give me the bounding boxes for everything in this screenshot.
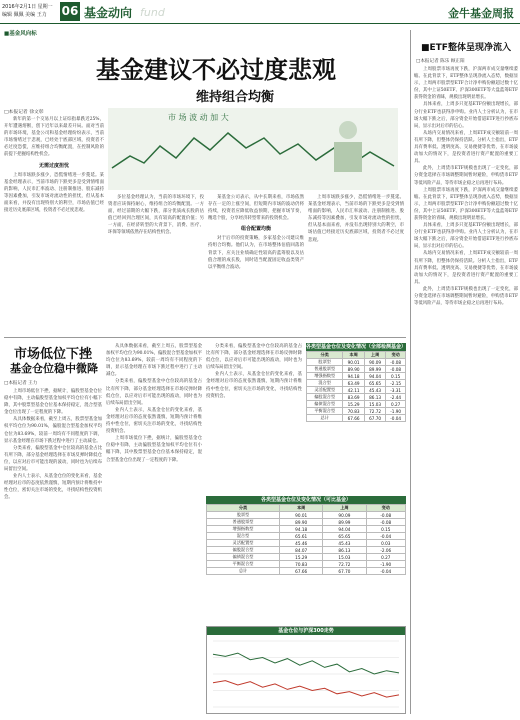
series-line-2 [213, 681, 399, 698]
main-paragraph-1: 上周市场跌多涨少，恐慌情绪进一步蔓延。某基金经理表示，当前市场的下跌更多是受到情绪面的影响，人民币汇率波动、注册制推进、股东减持等因素叠加，引发市场对流动性的担忧，但从基本面来看，并没有出现特别大的利空，市场估值已经接近历史底部区域，投资者不必过度悲观。 [4, 172, 104, 214]
second-paragraph-3-col2: 分类来看，偏股型基金中仓位较高的基金占比有所下降，部分基金经理选择在市场反弹时降低仓位，以应对后市可能出现的波动，同时也为后续布局留出空间。 [106, 379, 202, 406]
cell: 72.72 [323, 561, 366, 568]
main-title: 基金建议不必过度悲观 [96, 56, 336, 84]
cell: 94.04 [323, 526, 366, 533]
cell: 灵活配置型 [207, 540, 280, 547]
header-bar [0, 0, 520, 24]
side-paragraph-4-rep: 此外，上周货币ETF规模也出现了一定变化，部分资金选择在市场调整期间暂时避险，申购货币ETF等低风险产品，等待市场企稳之后再进行布局。 [414, 286, 518, 307]
cell: 90.09 [323, 512, 366, 519]
cell: -0.08 [386, 366, 406, 373]
main-subtitle: 维持组合均衡 [196, 90, 275, 105]
cell: 65.65 [323, 533, 366, 540]
col-header: 变动 [366, 505, 405, 512]
cell: -1.90 [386, 408, 406, 415]
second-paragraph-1: 上周市场低位下挫，据统计，偏股型基金仓位稳中有降，主动偏股型基金加权平均仓位有小幅下降，其中股票型基金仓位基本保持稳定，混合型基金仓位出现了一定程度的下降。 [4, 389, 102, 416]
col-header: 上周 [323, 505, 366, 512]
table-row [207, 554, 406, 561]
cell: -0.04 [366, 533, 405, 540]
cell: 89.99 [323, 519, 366, 526]
table-row [307, 366, 406, 373]
col-header: 分类 [207, 505, 280, 512]
side-paragraph-2: 具体来看，上周多只宽基ETF份额出现增长，部分行业ETF也获得净申购。业内人士分析认为，在市场大幅下跌之后，部分资金开始借道ETF进行抄底布局，显示出对后市的信心。 [414, 102, 518, 129]
cell: 45.46 [280, 540, 323, 547]
cell: 86.13 [364, 394, 386, 401]
cell: -0.08 [386, 359, 406, 366]
second-title-2: 基金仓位稳中微降 [10, 362, 98, 375]
table-row [307, 394, 406, 401]
table-row [307, 401, 406, 408]
wave-line-icon [108, 108, 398, 190]
position-chart [206, 626, 406, 714]
side-title: ■ETF整体呈现净流入 [421, 43, 511, 53]
cell: 67.66 [343, 415, 365, 422]
side-paragraph-1: 上周股票市场再度下跌，沪深两市成交量继续萎缩。在此背景下，ETF整体呈现净流入态势，数据显示，上周两市股票型ETF合计净申购份额超过数十亿份，其中上证50ETF、沪深300ETF等大盘蓝筹ETF获得资金的青睐，规模出现明显增长。 [414, 67, 518, 101]
cell: 67.66 [280, 568, 323, 575]
chart-title: 基金仓位与沪深300走势 [207, 627, 405, 635]
cell: 70.83 [280, 561, 323, 568]
section-en: fund [140, 6, 165, 19]
masthead: 金牛基金周报 [448, 7, 514, 20]
table-row [307, 373, 406, 380]
table-row [207, 512, 406, 519]
table-row [207, 540, 406, 547]
header-editor: 编辑 佩佩 美编 王力 [2, 12, 47, 18]
main-paragraph-2: 多位基金经理认为，当前的市场环境下，投资者应该保持耐心，维持组合的均衡配置。一方面，经过前期的大幅下跌，部分优质成长股的估值已经回到合理区间，具有较高的配置价值；另一方面，在经济转型的大背景下，消费、医疗、环保等领域依然存在结构性机会。 [108, 195, 204, 236]
second-article-col3 [206, 343, 302, 483]
table-row [307, 380, 406, 387]
cell: 0.15 [366, 526, 405, 533]
cell: 0.27 [386, 401, 406, 408]
second-article-col2 [106, 343, 202, 716]
col-header: 本周 [280, 505, 323, 512]
cell: 89.90 [280, 519, 323, 526]
cell: 86.13 [323, 547, 366, 554]
cell: 90.01 [280, 512, 323, 519]
cell: 股票型 [307, 359, 343, 366]
table-2-header [207, 505, 406, 512]
market-illustration [108, 108, 398, 190]
cell: -2.06 [366, 547, 405, 554]
cell: 70.83 [343, 408, 365, 415]
second-paragraph-4-col3: 业内人士表示，从基金仓位的变化来看，基金经理对后市的态度依然谨慎，短期内预计将维持中性仓位，密切关注市场的变化，寻找结构性投资机会。 [206, 372, 302, 399]
cell: 90.09 [364, 359, 386, 366]
side-paragraph-3-rep: 从场内交易情况来看，上周ETF成交额较前一周有所下降，但整体仍保持活跃。分析人士指出，ETF具有费率低、透明度高、交易便捷等优势，在市场波动加大的情况下，是投资者进行资产配置的重要工具。 [414, 251, 518, 285]
cell: -2.44 [386, 394, 406, 401]
cell: 67.70 [364, 415, 386, 422]
page-number: 06 [60, 2, 80, 21]
cell: 0.15 [386, 373, 406, 380]
col-header: 变动 [386, 352, 406, 359]
col-header: 本周 [343, 352, 365, 359]
cell: 65.61 [280, 533, 323, 540]
col-header: 分类 [307, 352, 343, 359]
cell: 普通股票型 [207, 519, 280, 526]
line-chart-svg [207, 635, 405, 713]
cell: -3.31 [386, 387, 406, 394]
main-article-col2 [4, 240, 104, 334]
table-row [307, 415, 406, 422]
side-paragraph-3: 从场内交易情况来看，上周ETF成交额较前一周有所下降，但整体仍保持活跃。分析人士指出，ETF具有费率低、透明度高、交易便捷等优势，在市场波动加大的情况下，是投资者进行资产配置的重要工具。 [414, 130, 518, 165]
table-1-title: 各类型基金仓位及变化情况（全部检测基金） [306, 344, 407, 350]
cell: 0.03 [366, 540, 405, 547]
cell: 63.49 [343, 380, 365, 387]
cell: 72.72 [364, 408, 386, 415]
cell: 45.43 [323, 540, 366, 547]
main-article-col3 [108, 194, 204, 332]
table-2 [206, 496, 406, 575]
column-divider [410, 30, 411, 714]
second-paragraph-1-col2: 上周市场低位下挫，据统计，偏股型基金仓位稳中有降，主动偏股型基金加权平均仓位有小幅下降，其中股票型基金仓位基本保持稳定，混合型基金仓位出现了一定程度的下降。 [106, 436, 202, 463]
cell: 偏股混合型 [307, 394, 343, 401]
cell: 15.03 [323, 554, 366, 561]
second-title-1: 市场低位下挫 [14, 347, 93, 362]
cell: 65.65 [364, 380, 386, 387]
main-paragraph-4: 对于后市的投资策略，多家基金公司建议维持组合均衡。他们认为，在市场整体估值回落的背景下，应关注业绩确定性较高的蓝筹股以及估值合理的成长股，同时适当配置固定收益类资产以平衡组合波动。 [208, 236, 304, 270]
cell: -0.08 [366, 519, 405, 526]
main-intro: 新年的第一个交易月以上证综指暴跌近25%，开年遭遇熔断，创下近年以来最差开局。面对当前的市场环境，基金公司和基金经理纷纷表示，当前市场情绪过于悲观，已经处于底部区域，投资者不必过度恐慌，应维持组合均衡配置，在控制风险的前提下把握结构性机会。 [4, 117, 104, 158]
cell: 普通股票型 [307, 366, 343, 373]
cell: 增强指数型 [207, 526, 280, 533]
cell: 42.11 [343, 387, 365, 394]
table-row [207, 519, 406, 526]
side-paragraph-2-rep: 具体来看，上周多只宽基ETF份额出现增长，部分行业ETF也获得净申购。业内人士分析认为，在市场大幅下跌之后，部分资金开始借道ETF进行抄底布局，显示出对后市的信心。 [414, 223, 518, 250]
cell: 84.07 [280, 547, 323, 554]
cell: 45.43 [364, 387, 386, 394]
second-paragraph-4: 业内人士表示，从基金仓位的变化来看，基金经理对后市的态度依然谨慎，短期内预计将维持中性仓位，密切关注市场的变化，寻找结构性投资机会。 [4, 474, 102, 501]
second-paragraph-2-col2: 从具体数据来看，截至上周五，股票型基金加权平均仓位为90.01%，偏股混合型基金加权平均仓位为83.69%，较前一周均有不同程度的下调，显示基金经理在市场下跌过程中进行了主动减仓。 [106, 344, 202, 378]
cell: 89.99 [364, 366, 386, 373]
table-row [207, 533, 406, 540]
second-paragraph-3-col3: 分类来看，偏股型基金中仓位较高的基金占比有所下降，部分基金经理选择在市场反弹时降低仓位，以应对后市可能出现的波动，同时也为后续布局留出空间。 [206, 344, 302, 371]
second-paragraph-3: 分类来看，偏股型基金中仓位较高的基金占比有所下降，部分基金经理选择在市场反弹时降低仓位，以应对后市可能出现的波动，同时也为后续布局留出空间。 [4, 445, 102, 473]
illustration-label: 市 场 波 动 加 大 [168, 113, 229, 122]
table-row [207, 547, 406, 554]
side-paragraph-4: 此外，上周货币ETF规模也出现了一定变化，部分资金选择在市场调整期间暂时避险，申购货币ETF等低风险产品，等待市场企稳之后再进行布局。 [414, 166, 518, 186]
side-paragraph-1-rep: 上周股票市场再度下跌，沪深两市成交量继续萎缩。在此背景下，ETF整体呈现净流入态势，数据显示，上周两市股票型ETF合计净申购份额超过数十亿份，其中上证50ETF、沪深300ETF等大盘蓝筹ETF获得资金的青睐，规模出现明显增长。 [414, 187, 518, 221]
main-paragraph-1-cont: 上周市场跌多涨少，恐慌情绪进一步蔓延。某基金经理表示，当前市场的下跌更多是受到情绪面的影响，人民币汇率波动、注册制推进、股东减持等因素叠加，引发市场对流动性的担忧，但从基本面来看，并没有出现特别大的利空，市场估值已经接近历史底部区域，投资者不必过度悲观。 [308, 195, 404, 243]
table-2-title: 各类型基金仓位及变化情况（可比基金） [206, 496, 406, 504]
cell: -2.15 [386, 380, 406, 387]
cell: 混合型 [307, 380, 343, 387]
col-header: 上周 [364, 352, 386, 359]
cell: 灵活配置型 [307, 387, 343, 394]
cell: 15.29 [280, 554, 323, 561]
table-row [307, 408, 406, 415]
main-article-col4 [208, 194, 304, 332]
cell: 94.18 [280, 526, 323, 533]
header-date: 2016年2月1日 星期一 [2, 4, 53, 10]
cell: 15.03 [364, 401, 386, 408]
cell: 总计 [207, 568, 280, 575]
main-subhead-1: 无需过度担忧 [38, 162, 69, 169]
cell: 总计 [307, 415, 343, 422]
side-byline: □本报记者 陈乐 顾正阳 [416, 59, 465, 64]
cell: 混合型 [207, 533, 280, 540]
cell: 94.04 [364, 373, 386, 380]
section-divider [4, 337, 406, 338]
table-row [207, 526, 406, 533]
cell: 偏股混合型 [207, 547, 280, 554]
table-1-header [307, 352, 406, 359]
series-line-1 [213, 653, 399, 674]
cell: 偏债混合型 [207, 554, 280, 561]
cell: -0.08 [366, 512, 405, 519]
main-article-col5 [308, 194, 404, 332]
table-row [307, 359, 406, 366]
main-subhead-2: 组合配置均衡 [240, 226, 271, 233]
table-row [207, 568, 406, 575]
table-1 [306, 343, 406, 422]
cell: 股票型 [207, 512, 280, 519]
cell: 83.69 [343, 394, 365, 401]
second-byline: □本报记者 王力 [4, 381, 38, 386]
cell: 平衡混合型 [207, 561, 280, 568]
cell: 15.29 [343, 401, 365, 408]
cell: 0.27 [366, 554, 405, 561]
cell: -0.04 [386, 415, 406, 422]
section-title: 基金动向 [84, 6, 133, 20]
table-row [307, 387, 406, 394]
main-paragraph-3: 某基金公司表示，从中长期来看，市场依然存在一定的上涨空间，但短期内市场的波动仍将持续，投资者应降低收益预期，把握市场节奏，精选个股，分享经济转型带来的投资机会。 [208, 195, 304, 222]
main-byline: □本报记者 徐文彰 [4, 110, 44, 115]
cell: 67.70 [323, 568, 366, 575]
cell: 94.18 [343, 373, 365, 380]
table-row [207, 561, 406, 568]
second-article-col1 [4, 388, 102, 716]
cell: 增强指数型 [307, 373, 343, 380]
cell: -0.04 [366, 568, 405, 575]
side-article-body [414, 66, 518, 716]
column-tag: ■基金风向标 [4, 31, 37, 37]
cell: 偏债混合型 [307, 401, 343, 408]
second-paragraph-4-col2: 业内人士表示，从基金仓位的变化来看，基金经理对后市的态度依然谨慎，短期内预计将维持中性仓位，密切关注市场的变化，寻找结构性投资机会。 [106, 407, 202, 435]
cell: 90.01 [343, 359, 365, 366]
cell: 89.90 [343, 366, 365, 373]
second-paragraph-2: 从具体数据来看，截至上周五，股票型基金加权平均仓位为90.01%，偏股混合型基金加权平均仓位为83.69%，较前一周均有不同程度的下调，显示基金经理在市场下跌过程中进行了主动减仓。 [4, 417, 102, 444]
cell: -1.90 [366, 561, 405, 568]
cell: 平衡混合型 [307, 408, 343, 415]
